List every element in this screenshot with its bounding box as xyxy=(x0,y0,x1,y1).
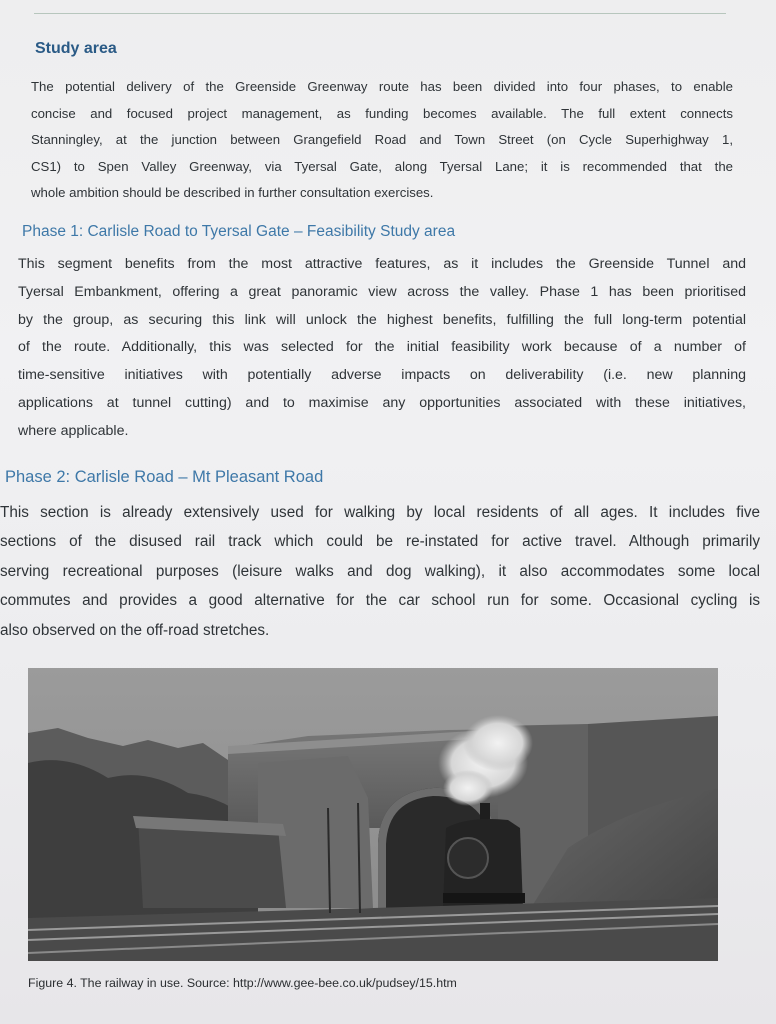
heading-phase-2: Phase 2: Carlisle Road – Mt Pleasant Road xyxy=(5,468,324,486)
paragraph-line: of the route. Additionally, this was selected for the initial feasibility work because of a number of xyxy=(18,339,746,356)
paragraph-study-area xyxy=(31,74,733,207)
paragraph-line: The potential delivery of the Greenside Greenway route has been divided into four phases, to enable xyxy=(31,79,733,94)
paragraph-line: This section is already extensively used for walking by local residents of all ages. It includes five xyxy=(0,504,760,521)
figure-caption: Figure 4. The railway in use. Source: http://www.gee-bee.co.uk/pudsey/15.htm xyxy=(28,976,457,990)
paragraph-phase-1 xyxy=(18,251,746,446)
paragraph-line: applications at tunnel cutting) and to maximise any opportunities associated with these initiatives, xyxy=(18,394,746,411)
paragraph-line: by the group, as securing this link will unlock the highest benefits, fulfilling the full long-term potential xyxy=(18,311,746,328)
railway-photo xyxy=(28,668,718,961)
top-divider xyxy=(34,13,726,14)
paragraph-line: also observed on the off-road stretches. xyxy=(0,621,270,639)
paragraph-line: commutes and provides a good alternative for the car school run for some. Occasional cycling is xyxy=(0,592,760,610)
heading-study-area: Study area xyxy=(35,40,117,57)
paragraph-line: time-sensitive initiatives with potentially adverse impacts on deliverability (i.e. new planning xyxy=(18,367,746,384)
paragraph-line: CS1) to Spen Valley Greenway, via Tyersal Gate, along Tyersal Lane; it is recommended that the xyxy=(31,158,733,174)
paragraph-line: where applicable. xyxy=(18,422,129,439)
paragraph-line: serving recreational purposes (leisure walks and dog walking), it also accommodates some local xyxy=(0,562,760,580)
paragraph-line: concise and focused project management, as funding becomes available. The full extent connects xyxy=(31,105,733,121)
railway-photo-drawing xyxy=(28,668,718,961)
paragraph-phase-2 xyxy=(0,498,760,645)
heading-phase-1: Phase 1: Carlisle Road to Tyersal Gate – Feasibility Study area xyxy=(22,223,456,240)
paragraph-line: Stanningley, at the junction between Grangefield Road and Town Street (on Cycle Superhighway 1, xyxy=(31,132,733,147)
paragraph-line: sections of the disused rail track which could be re-instated for active travel. Although primarily xyxy=(0,533,760,551)
paragraph-line: Tyersal Embankment, offering a great panoramic view across the valley. Phase 1 has been prioritised xyxy=(18,283,746,300)
paragraph-line: whole ambition should be described in further consultation exercises. xyxy=(31,185,434,200)
paragraph-line: This segment benefits from the most attractive features, as it includes the Greenside Tunnel and xyxy=(18,256,746,272)
